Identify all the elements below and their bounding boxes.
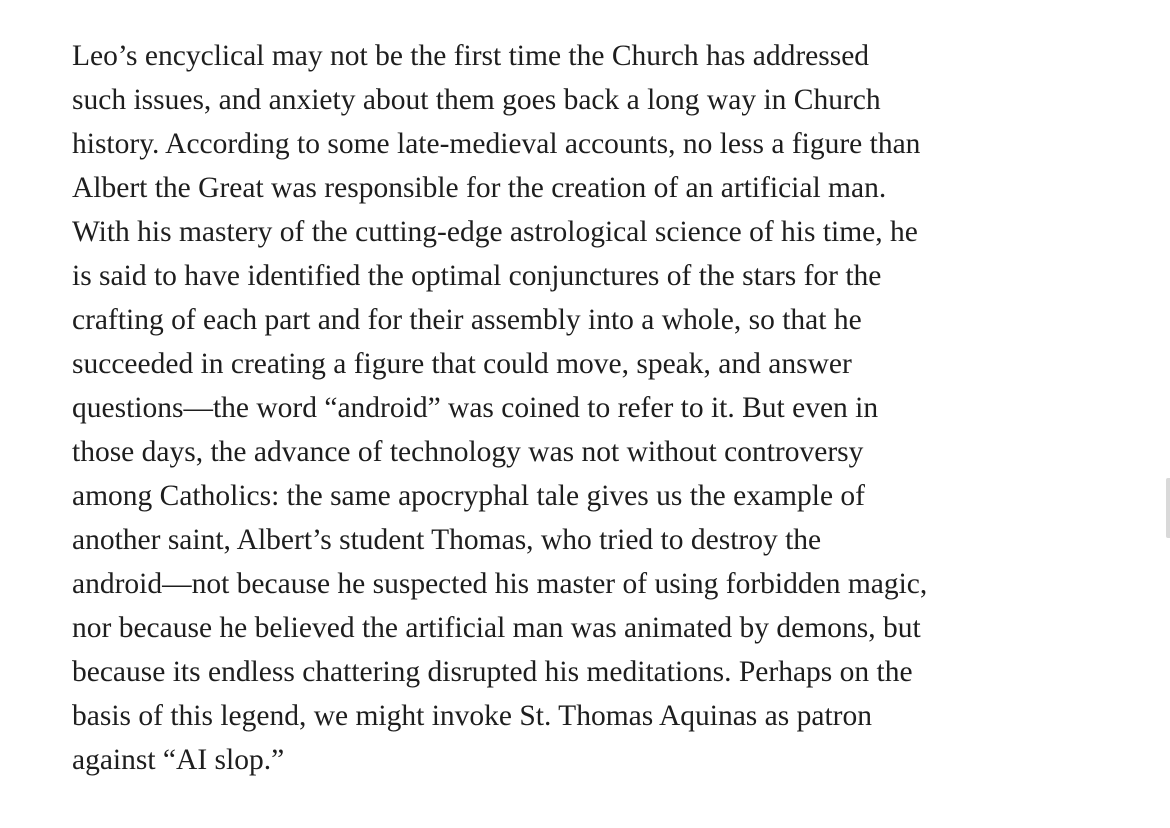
paragraph-line: is said to have identified the optimal conjunctures of the stars for the: [72, 260, 882, 292]
paragraph-line: against “AI slop.”: [72, 744, 285, 776]
paragraph-line: history. According to some late-medieval accounts, no less a figure than: [72, 128, 921, 160]
paragraph-line: because its endless chattering disrupted his meditations. Perhaps on the: [72, 656, 913, 688]
article-paragraph: [72, 34, 1162, 782]
paragraph-line: succeeded in creating a figure that could move, speak, and answer: [72, 348, 852, 380]
paragraph-line: With his mastery of the cutting-edge astrological science of his time, he: [72, 216, 918, 248]
paragraph-line: nor because he believed the artificial man was animated by demons, but: [72, 612, 921, 644]
scroll-edge-indicator: [1166, 478, 1170, 538]
paragraph-line: those days, the advance of technology was not without controversy: [72, 436, 864, 468]
paragraph-line: crafting of each part and for their assembly into a whole, so that he: [72, 304, 862, 336]
paragraph-line: android—not because he suspected his master of using forbidden magic,: [72, 568, 928, 600]
paragraph-line: such issues, and anxiety about them goes back a long way in Church: [72, 84, 881, 116]
paragraph-line: Leo’s encyclical may not be the first time the Church has addressed: [72, 40, 870, 72]
paragraph-line: another saint, Albert’s student Thomas, who tried to destroy the: [72, 524, 822, 556]
paragraph-line: basis of this legend, we might invoke St. Thomas Aquinas as patron: [72, 700, 872, 732]
paragraph-line: among Catholics: the same apocryphal tale gives us the example of: [72, 480, 865, 512]
paragraph-line: questions—the word “android” was coined to refer to it. But even in: [72, 392, 879, 424]
paragraph-line: Albert the Great was responsible for the creation of an artificial man.: [72, 172, 887, 204]
